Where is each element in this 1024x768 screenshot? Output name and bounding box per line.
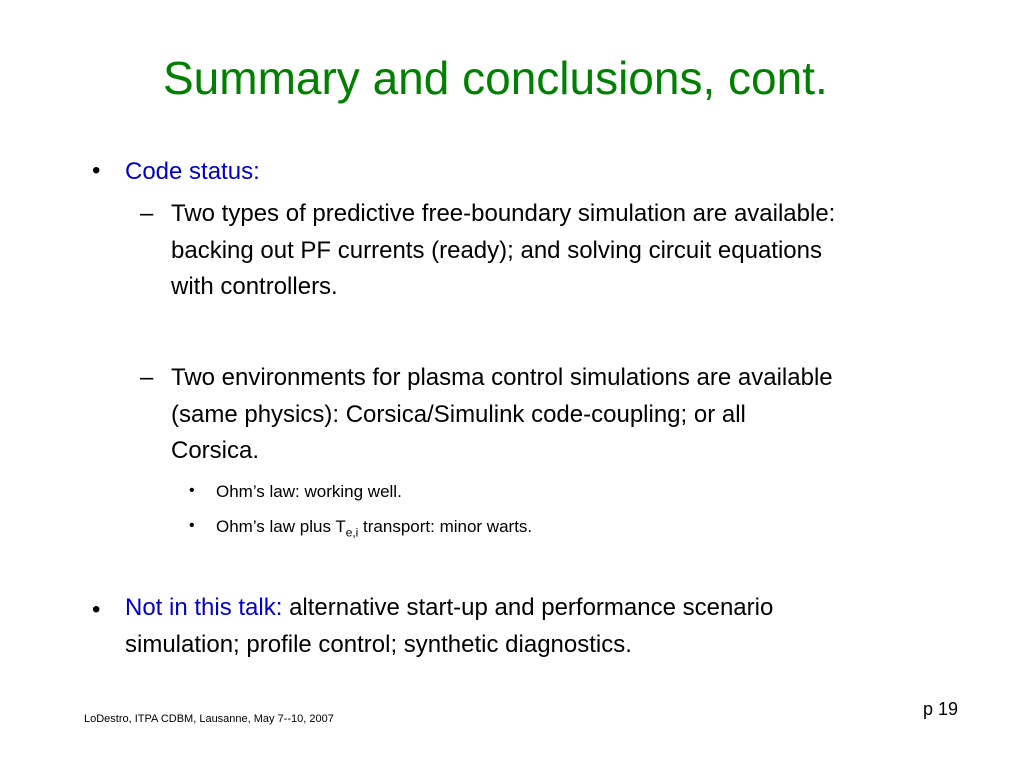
slide-footer: LoDestro, ITPA CDBM, Lausanne, May 7--10, 2007	[84, 713, 334, 725]
slide-title: Summary and conclusions, cont.	[163, 52, 828, 104]
bullet-continuation: simulation; profile control; synthetic diagnostics.	[125, 631, 632, 658]
sub-sub-item-ohms-law: Ohm’s law: working well.	[216, 482, 402, 501]
bullet-not-in-talk	[125, 589, 773, 663]
sub-item-line: backing out PF currents (ready); and solving circuit equations	[171, 236, 822, 264]
sub-item-line: with controllers.	[171, 273, 338, 300]
sub-sub-item-ohms-law-transport	[216, 516, 532, 543]
sub-item-line: Two types of predictive free-boundary simulation are available:	[171, 200, 836, 227]
sub-item-line: (same physics): Corsica/Simulink code-coupling; or all	[171, 400, 746, 428]
bullet-marker-small: •	[189, 482, 195, 499]
subscript-ei: e,i	[345, 525, 359, 540]
sub-item-line: Corsica.	[171, 437, 260, 464]
sub-item-environments	[171, 360, 833, 470]
bullet-text: alternative start-up and performance scenario	[282, 594, 774, 621]
bullet-label-not-in-talk: Not in this talk:	[125, 594, 283, 621]
bullet-marker: •	[92, 157, 101, 184]
text-part: Ohm’s law plus T	[216, 517, 346, 536]
sub-item-line: Two environments for plasma control simulations are available	[171, 364, 833, 391]
text-part: transport: minor warts.	[358, 517, 533, 536]
sub-item-simulation-types	[171, 196, 835, 306]
bullet-code-status: Code status:	[125, 158, 260, 185]
bullet-marker: •	[92, 596, 101, 623]
bullet-marker-small: •	[189, 517, 195, 534]
page-number: p 19	[923, 699, 959, 719]
dash-marker: –	[140, 200, 154, 227]
dash-marker: –	[140, 364, 154, 391]
